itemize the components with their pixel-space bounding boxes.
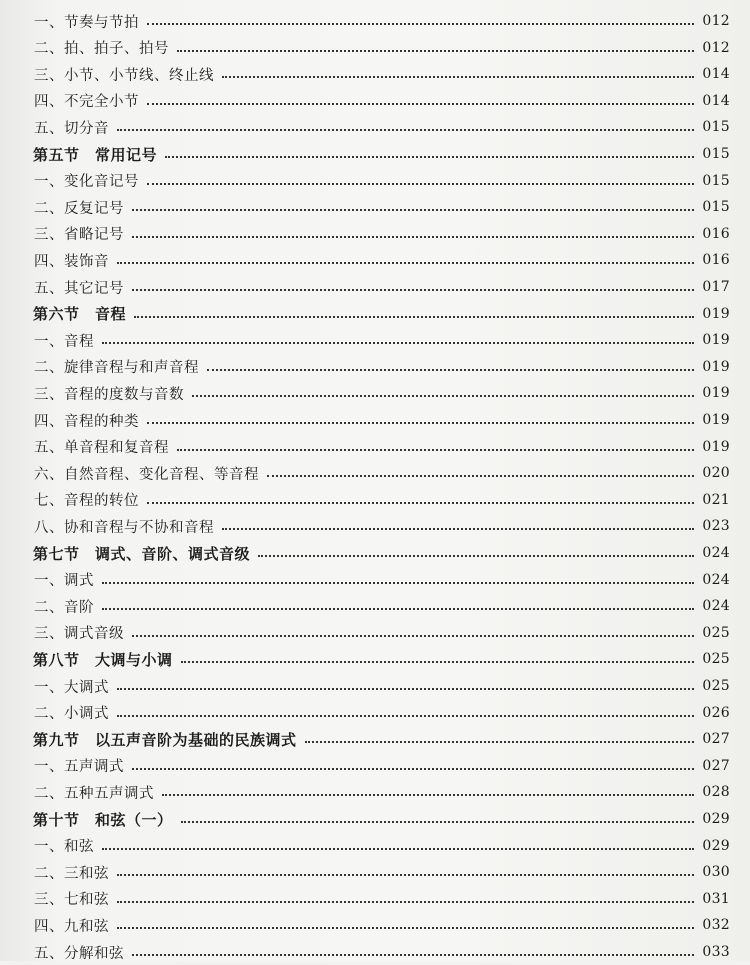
toc-subsection-entry — [0, 487, 750, 513]
dot-leader — [222, 76, 694, 78]
dot-leader — [102, 582, 694, 584]
toc-entry-title: 五、切分音 — [34, 120, 109, 137]
toc-entry-title: 第七节 调式、音阶、调式音级 — [33, 544, 251, 563]
toc-page-number: 014 — [702, 92, 730, 109]
dot-leader — [162, 794, 694, 796]
dot-leader — [117, 715, 694, 717]
dot-leader — [134, 316, 694, 318]
toc-subsection-entry — [0, 88, 750, 114]
dot-leader — [177, 50, 694, 52]
toc-subsection-entry — [0, 114, 750, 140]
toc-subsection-entry — [0, 194, 750, 220]
dot-leader — [181, 821, 694, 823]
toc-entry-title: 第六节 音程 — [33, 305, 127, 324]
toc-page-number: 016 — [702, 225, 730, 242]
toc-page-number: 030 — [702, 864, 730, 881]
toc-page-number: 014 — [702, 66, 730, 83]
toc-section-entry — [0, 540, 750, 566]
dot-leader — [222, 528, 694, 530]
toc-page-number: 017 — [702, 279, 730, 295]
toc-subsection-entry — [0, 886, 750, 912]
toc-entry-title: 四、装饰音 — [34, 253, 109, 270]
toc-page-number: 023 — [702, 518, 730, 535]
toc-entry-title: 五、单音程和复音程 — [34, 440, 169, 457]
toc-subsection-entry — [0, 354, 750, 380]
toc-page-number: 027 — [702, 731, 730, 748]
dot-leader — [177, 449, 694, 451]
toc-page-number: 031 — [702, 890, 730, 907]
toc-entry-title: 一、和弦 — [34, 839, 94, 856]
toc-page-number: 019 — [702, 438, 730, 455]
toc-page-number: 016 — [702, 252, 730, 269]
toc-entry-title: 五、其它记号 — [34, 280, 124, 297]
toc-page-number: 019 — [702, 385, 730, 402]
toc-section-entry — [0, 141, 750, 167]
toc-page-number: 026 — [702, 704, 730, 721]
toc-subsection-entry — [0, 939, 750, 965]
dot-leader — [132, 236, 694, 238]
dot-leader — [132, 954, 694, 956]
toc-subsection-entry — [0, 221, 750, 247]
toc-subsection-entry — [0, 61, 750, 87]
toc-page-number: 012 — [702, 39, 730, 56]
toc-subsection-entry — [0, 859, 750, 885]
toc-subsection-entry — [0, 35, 750, 61]
dot-leader — [132, 768, 694, 770]
dot-leader — [132, 635, 694, 637]
dot-leader — [305, 741, 694, 743]
toc-page-number: 032 — [702, 917, 730, 934]
toc-page-number: 015 — [702, 146, 730, 162]
toc-page-number: 025 — [702, 651, 730, 668]
toc-entry-title: 三、省略记号 — [34, 227, 124, 244]
toc-subsection-entry — [0, 380, 750, 406]
toc-page-number: 033 — [702, 944, 730, 960]
toc-subsection-entry — [0, 8, 750, 34]
toc-subsection-entry — [0, 513, 750, 539]
toc-subsection-entry — [0, 407, 750, 433]
toc-page-number: 019 — [702, 358, 730, 375]
toc-entry-title: 三、七和弦 — [34, 892, 109, 909]
toc-entry-title: 五、分解和弦 — [34, 945, 124, 962]
toc-page-number: 019 — [702, 332, 730, 349]
toc-entry-title: 第五节 常用记号 — [33, 145, 158, 164]
toc-subsection-entry — [0, 247, 750, 273]
toc-entry-title: 三、音程的度数与音数 — [34, 386, 184, 403]
toc-page-number: 029 — [702, 837, 730, 854]
toc-entry-title: 第十节 和弦（一） — [33, 810, 173, 829]
toc-subsection-entry — [0, 567, 750, 593]
toc-entry-title: 一、大调式 — [34, 679, 109, 696]
toc-entry-title: 二、五种五声调式 — [34, 785, 154, 802]
toc-page-number: 024 — [702, 598, 730, 615]
toc-subsection-entry — [0, 593, 750, 619]
toc-entry-title: 第九节 以五声音阶为基础的民族调式 — [33, 730, 297, 749]
toc-page-number: 015 — [702, 172, 730, 189]
toc-subsection-entry — [0, 833, 750, 859]
toc-subsection-entry — [0, 327, 750, 353]
dot-leader — [147, 183, 694, 185]
toc-page-number: 024 — [702, 545, 730, 561]
dot-leader — [165, 156, 694, 158]
toc-subsection-entry — [0, 779, 750, 805]
toc-entry-title: 二、反复记号 — [34, 200, 124, 217]
toc-subsection-entry — [0, 620, 750, 646]
toc-entry-title: 二、三和弦 — [34, 865, 109, 882]
toc-entry-title: 一、变化音记号 — [34, 174, 139, 191]
toc-entry-title: 一、音程 — [34, 333, 94, 350]
toc-section-entry — [0, 646, 750, 672]
toc-entry-title: 二、拍、拍子、拍号 — [34, 41, 169, 58]
toc-entry-title: 三、小节、小节线、终止线 — [34, 67, 214, 84]
toc-entry-title: 六、自然音程、变化音程、等音程 — [34, 466, 259, 483]
toc-page-number: 021 — [702, 491, 730, 508]
toc-section-entry — [0, 301, 750, 327]
toc-subsection-entry — [0, 168, 750, 194]
dot-leader — [117, 688, 694, 690]
dot-leader — [117, 262, 694, 264]
toc-subsection-entry — [0, 753, 750, 779]
toc-section-entry — [0, 726, 750, 752]
dot-leader — [147, 502, 694, 504]
toc-entry-title: 八、协和音程与不协和音程 — [34, 519, 214, 536]
toc-page-number: 029 — [702, 811, 730, 827]
dot-leader — [132, 289, 694, 291]
toc-page-number: 015 — [702, 119, 730, 136]
dot-leader — [117, 927, 694, 929]
toc-subsection-entry — [0, 700, 750, 726]
toc-entry-title: 四、不完全小节 — [34, 94, 139, 111]
toc-section-entry — [0, 806, 750, 832]
toc-entry-title: 四、音程的种类 — [34, 413, 139, 430]
toc-entry-title: 三、调式音级 — [34, 626, 124, 643]
dot-leader — [102, 848, 694, 850]
toc-entry-title: 一、调式 — [34, 573, 94, 590]
toc-page-number: 025 — [702, 624, 730, 641]
toc-entry-title: 二、小调式 — [34, 706, 109, 723]
dot-leader — [267, 475, 694, 477]
toc-entry-title: 七、音程的转位 — [34, 493, 139, 510]
dot-leader — [117, 129, 694, 131]
toc-subsection-entry — [0, 673, 750, 699]
toc-page-number: 012 — [702, 13, 730, 29]
toc-entry-title: 第八节 大调与小调 — [33, 650, 173, 669]
toc-page-number: 015 — [702, 199, 730, 216]
dot-leader — [132, 209, 694, 211]
toc-entry-title: 一、节奏与节拍 — [34, 14, 139, 31]
toc-entry-title: 一、五声调式 — [34, 759, 124, 776]
toc-subsection-entry — [0, 274, 750, 300]
toc-page-number: 024 — [702, 571, 730, 588]
dot-leader — [192, 395, 694, 397]
toc-entry-title: 四、九和弦 — [34, 918, 109, 935]
toc-page-number: 019 — [702, 412, 730, 428]
dot-leader — [102, 608, 694, 610]
dot-leader — [102, 342, 694, 344]
toc-page-number: 025 — [702, 678, 730, 694]
dot-leader — [181, 661, 694, 663]
dot-leader — [117, 901, 694, 903]
toc-subsection-entry — [0, 912, 750, 938]
dot-leader — [147, 103, 694, 105]
dot-leader — [147, 422, 694, 424]
toc-page-number: 027 — [702, 757, 730, 774]
dot-leader — [147, 23, 694, 25]
toc-page-number: 020 — [702, 465, 730, 482]
toc-entry-title: 二、音阶 — [34, 599, 94, 616]
toc-subsection-entry — [0, 434, 750, 460]
dot-leader — [117, 874, 694, 876]
toc-subsection-entry — [0, 460, 750, 486]
toc-entry-title: 二、旋律音程与和声音程 — [34, 360, 199, 377]
dot-leader — [207, 369, 694, 371]
dot-leader — [258, 555, 694, 557]
toc-page-number: 019 — [702, 305, 730, 322]
toc-page-number: 028 — [702, 784, 730, 801]
